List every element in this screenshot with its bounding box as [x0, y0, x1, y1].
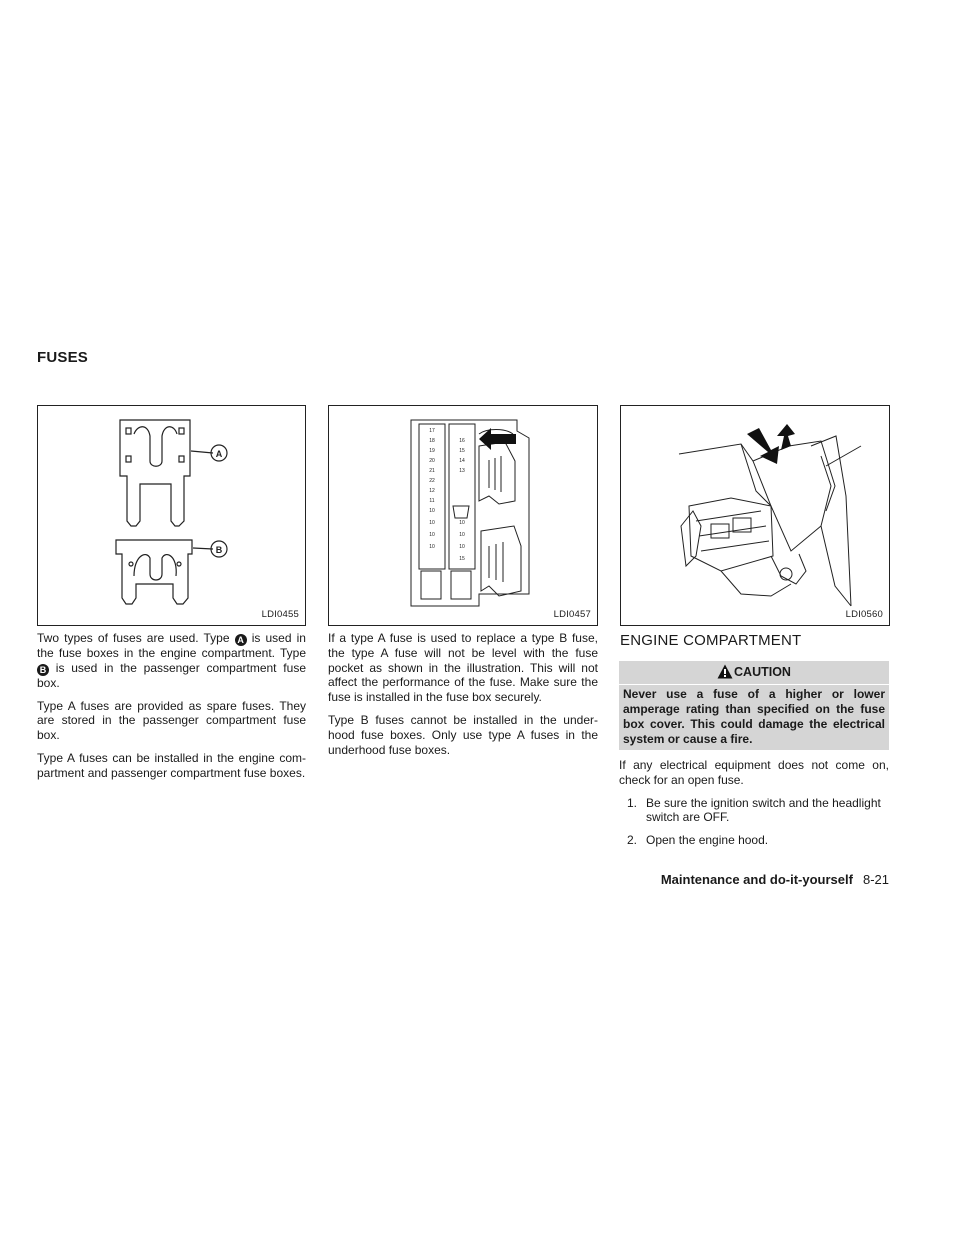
paragraph: If a type A fuse is used to replace a type B fuse, the type A fuse will not be level with the fuse pocket as shown in the illustration. This will not affect the performance of the fuse. Make sure the fuse is installed in the fuse box securely.	[328, 631, 598, 705]
callout-a: A	[215, 449, 223, 459]
list-item: 2. Open the engine hood.	[627, 833, 769, 848]
figure-engine-compartment	[620, 405, 890, 626]
fuse-label: 16	[459, 438, 465, 444]
column-3-text	[619, 758, 889, 856]
fuse-label: 10	[429, 532, 435, 538]
marker-b: B	[37, 664, 49, 676]
figure-code: LDI0560	[845, 609, 883, 620]
fuse-label: 10	[459, 520, 465, 526]
fuse-label: 10	[459, 532, 465, 538]
figure-code: LDI0457	[553, 609, 591, 620]
page-number: 8-21	[862, 872, 889, 887]
caution-label: CAUTION	[734, 665, 791, 679]
paragraph: Type A fuses can be installed in the engine com-partment and passenger compartment fuse boxes.	[37, 750, 306, 780]
fuse-label: 10	[429, 544, 435, 550]
fuse-label: 15	[459, 448, 465, 454]
fuse-label: 10	[429, 508, 435, 514]
engine-compartment-heading: ENGINE COMPARTMENT	[620, 632, 802, 649]
fuse-label: 15	[459, 556, 465, 562]
list-item: 1. Be sure the ignition switch and the headlight switch are OFF.	[627, 795, 881, 825]
fuse-label: 17	[429, 428, 435, 434]
arrow-up-icon	[777, 424, 795, 450]
callout-b: B	[215, 545, 223, 555]
figure-fuse-types	[37, 405, 306, 626]
fuse-label: 11	[429, 498, 435, 504]
fuse-label: 18	[429, 438, 435, 444]
footer-title: Maintenance and do-it-yourself	[660, 872, 853, 887]
fuse-label: 22	[429, 478, 435, 484]
fuse-label: 14	[459, 458, 465, 464]
column-1-text	[37, 631, 306, 789]
engine-compartment-illustration	[621, 406, 889, 625]
page-footer	[661, 872, 889, 887]
fuse-label: 10	[429, 520, 435, 526]
caution-header	[619, 661, 889, 684]
paragraph: Type B fuses cannot be installed in the under-hood fuse boxes. Only use type A fuses in the underhood fuse boxes.	[328, 712, 598, 757]
fuse-box-illustration	[329, 406, 597, 625]
caution-text: Never use a fuse of a higher or lower amperage rating than specified on the fuse box cover. This could damage the electrical system or cause a fire.	[619, 685, 889, 750]
fuse-label: 21	[429, 468, 435, 474]
fuse-label: 20	[429, 458, 435, 464]
paragraph: Type A fuses are provided as spare fuses. They are stored in the passenger compartment fuse box.	[37, 698, 306, 743]
section-title: FUSES	[37, 349, 89, 366]
steps-list	[619, 796, 889, 848]
fuse-label: 10	[459, 544, 465, 550]
fuse-label: 13	[459, 468, 465, 474]
figure-code: LDI0455	[261, 609, 299, 620]
figure-fuse-box	[328, 405, 598, 626]
paragraph: Two types of fuses are used. Type A is used in the fuse boxes in the engine compartment. Type B is used in the passenger compartment fuse box.	[37, 631, 306, 690]
fuse-label: 19	[429, 448, 435, 454]
fuse-types-illustration	[38, 406, 305, 625]
paragraph: If any electrical equipment does not come on, check for an open fuse.	[619, 758, 889, 787]
marker-a: A	[235, 634, 247, 646]
fuse-label: 12	[429, 488, 435, 494]
warning-icon	[717, 664, 733, 679]
column-2-text	[328, 631, 598, 765]
